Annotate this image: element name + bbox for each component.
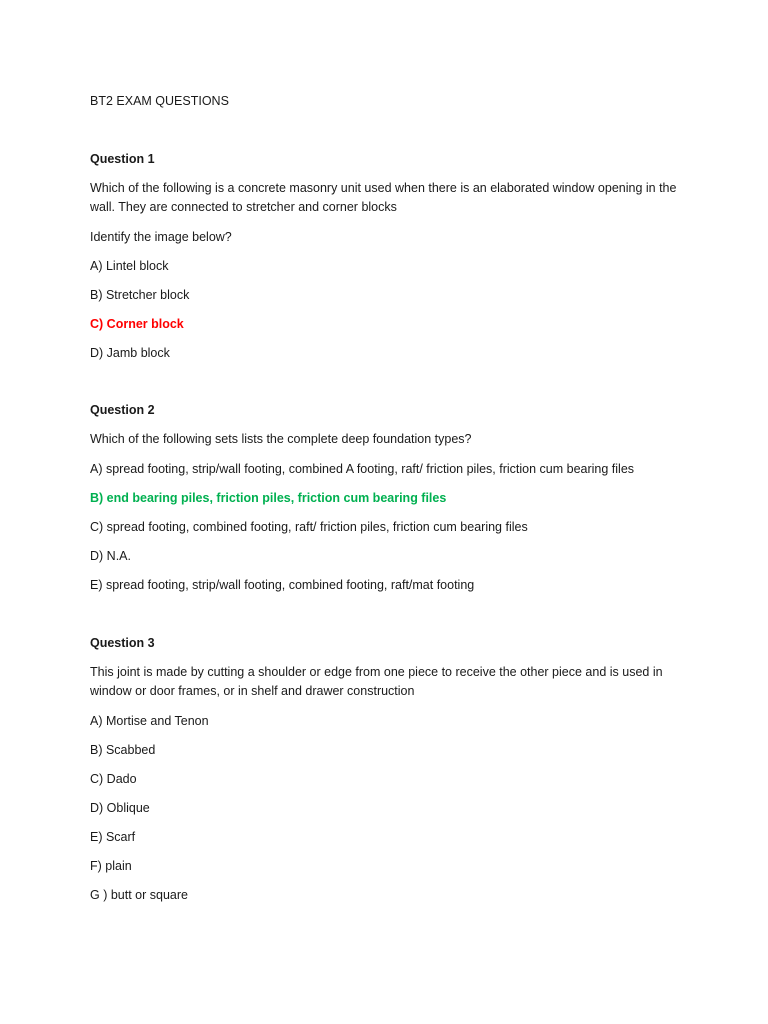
question-text: Which of the following sets lists the complete deep foundation types?: [90, 432, 472, 446]
answer-option: D) Oblique: [90, 801, 150, 815]
correct-answer-option: C) Corner block: [90, 317, 184, 331]
question-text: This joint is made by cutting a shoulder or edge from one piece to receive the other piece and is used in window or door frames, or in shelf and drawer construction: [90, 665, 663, 698]
question-text: Which of the following is a concrete masonry unit used when there is an elaborated window opening in the wall. They are connected to stretcher and corner blocks: [90, 181, 677, 214]
answer-option: E) spread footing, strip/wall footing, combined footing, raft/mat footing: [90, 578, 475, 592]
question-heading: Question 1: [90, 152, 155, 166]
answer-option: A) Mortise and Tenon: [90, 714, 209, 728]
answer-option: E) Scarf: [90, 830, 136, 844]
question-heading: Question 2: [90, 403, 155, 417]
answer-option: B) Stretcher block: [90, 288, 190, 302]
answer-option: F) plain: [90, 859, 132, 873]
answer-option: B) Scabbed: [90, 743, 156, 757]
document-title: BT2 EXAM QUESTIONS: [90, 94, 229, 108]
answer-option: C) spread footing, combined footing, raft/ friction piles, friction cum bearing files: [90, 520, 528, 534]
question-heading: Question 3: [90, 636, 155, 650]
answer-option: D) Jamb block: [90, 346, 170, 360]
answer-option: C) Dado: [90, 772, 137, 786]
correct-answer-option: B) end bearing piles, friction piles, friction cum bearing files: [90, 491, 447, 505]
answer-option: D) N.A.: [90, 549, 131, 563]
answer-option: A) Lintel block: [90, 259, 169, 273]
answer-option: G ) butt or square: [90, 888, 188, 902]
question-prompt: Identify the image below?: [90, 230, 232, 244]
answer-option: A) spread footing, strip/wall footing, combined A footing, raft/ friction piles, friction cum bearing files: [90, 462, 635, 476]
